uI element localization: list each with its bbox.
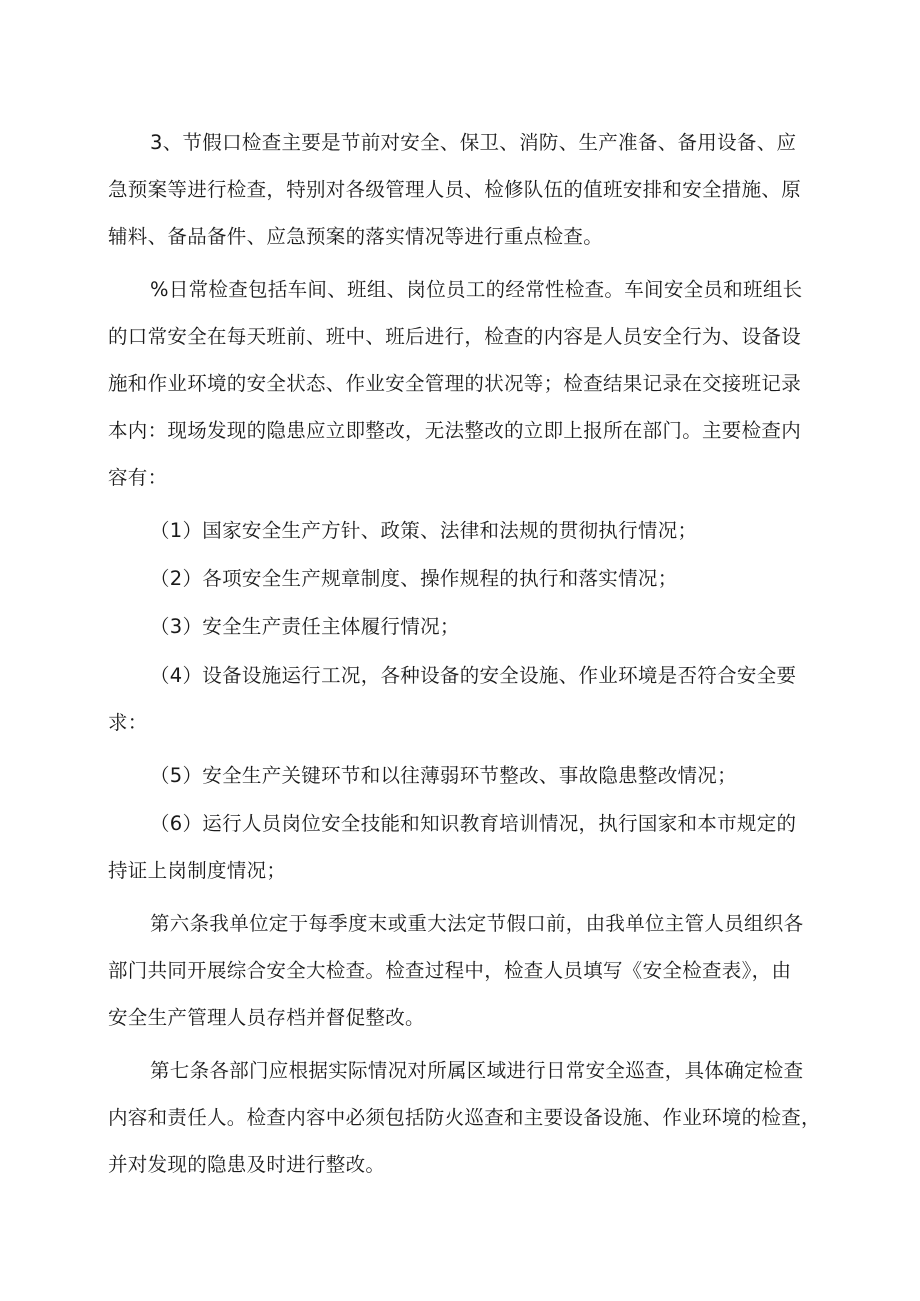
paragraph-2-line-3: 施和作业环境的安全状态、作业安全管理的状况等；检查结果记录在交接班记录 — [108, 372, 802, 395]
paragraph-2-line-4: 本内：现场发现的隐患应立即整改，无法整改的立即上报所在部门。主要检查内 — [108, 419, 802, 442]
paragraph-1-line-3: 辅料、备品备件、应急预案的落实情况等进行重点检查。 — [108, 225, 604, 248]
list-item-4-line-1: （4）设备设施运行工况，各种设备的安全设施、作业环境是否符合安全要 — [150, 664, 797, 687]
list-item-3: （3）安全生产责任主体履行情况； — [150, 615, 460, 638]
article-7-line-1: 第七条各部门应根据实际情况对所属区域进行日常安全巡查，具体确定检查 — [150, 1059, 804, 1082]
paragraph-2-line-5: 容有： — [108, 466, 168, 489]
paragraph-1-line-2: 急预案等进行检查，特别对各级管理人员、检修队伍的值班安排和安全措施、原 — [108, 178, 802, 201]
paragraph-1-line-1: 3、节假口检查主要是节前对安全、保卫、消防、生产准备、备用设备、应 — [150, 131, 797, 154]
list-item-6-line-2: 持证上岗制度情况； — [108, 859, 287, 882]
article-6-line-2: 部门共同开展综合安全大检查。检查过程中，检查人员填写《安全检查表》，由 — [108, 959, 792, 982]
list-item-6-line-1: （6）运行人员岗位安全技能和知识教育培训情况，执行国家和本市规定的 — [150, 812, 797, 835]
paragraph-2-line-1: %日常检查包括车间、班组、岗位员工的经常性检查。车间安全员和班组长 — [150, 278, 803, 301]
article-6-line-1: 第六条我单位定于每季度末或重大法定节假口前，由我单位主管人员组织各 — [150, 912, 804, 935]
article-7-line-3: 并对发现的隐患及时进行整改。 — [108, 1153, 386, 1176]
list-item-1: （1）国家安全生产方针、政策、法律和法规的贯彻执行情况； — [150, 519, 698, 542]
list-item-5: （5）安全生产关键环节和以往薄弱环节整改、事故隐患整改情况； — [150, 764, 737, 787]
list-item-2: （2）各项安全生产规章制度、操作规程的执行和落实情况； — [150, 567, 678, 590]
article-6-line-3: 安全生产管理人员存档并督促整改。 — [108, 1006, 425, 1029]
article-7-line-2: 内容和责任人。检查内容中必须包括防火巡查和主要设备设施、作业环境的检查， — [108, 1106, 821, 1129]
list-item-4-line-2: 求： — [108, 711, 148, 734]
paragraph-2-line-2: 的口常安全在每天班前、班中、班后进行，检查的内容是人员安全行为、设备设 — [108, 325, 802, 348]
